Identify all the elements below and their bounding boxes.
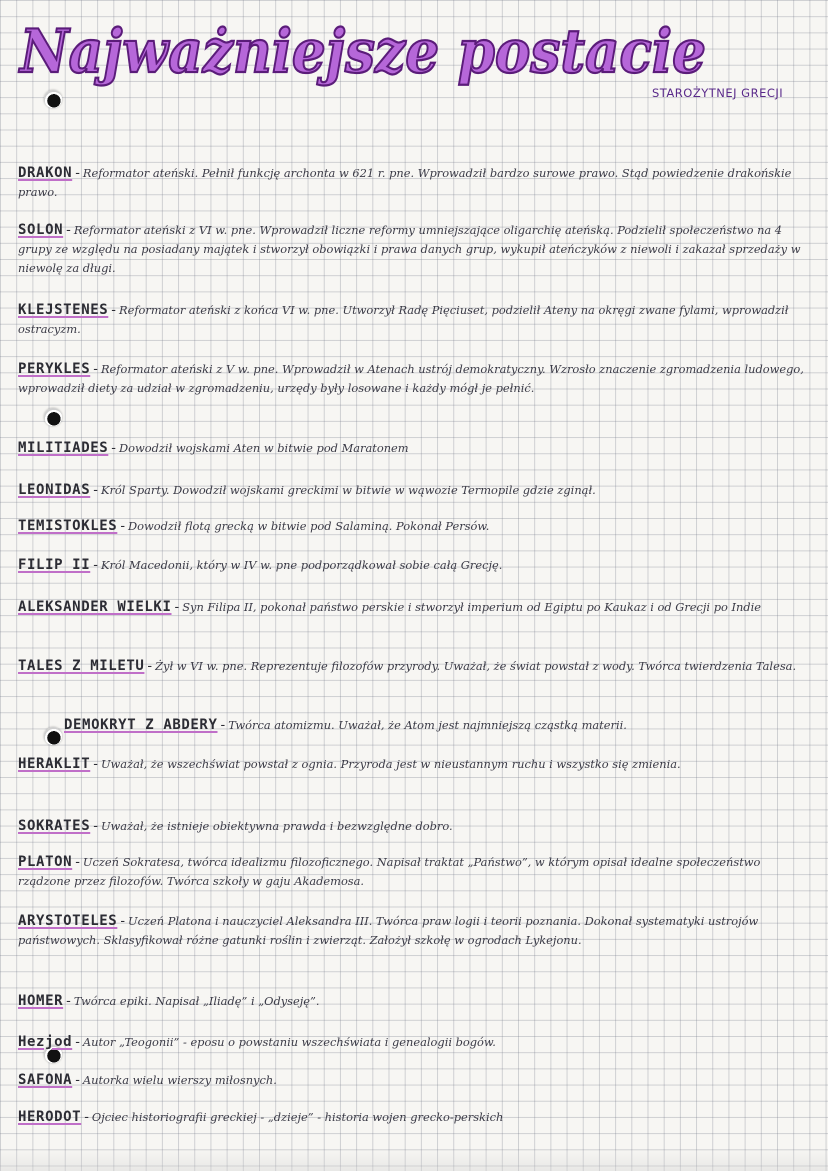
binder-hole-icon <box>44 90 62 108</box>
entry-text: Uczeń Platona i nauczyciel Aleksandra III. Twórca praw logii i teorii poznania. Dokonał systematyki ustrojów państwowych. Sklasyfikował różne gatunki roślin i zwierząt. Założył szkołę w ogrodach Lykejonu. <box>18 914 759 948</box>
entry-safona: SAFONA - Autorka wielu wierszy miłosnych. <box>18 1072 277 1088</box>
entry-name: TEMISTOKLES <box>18 518 118 534</box>
entry-name: PLATON <box>18 854 73 870</box>
entry-heraklit: HERAKLIT - Uważał, że wszechświat powstał z ognia. Przyroda jest w nieustannym ruchu i wszystko się zmienia. <box>18 756 681 772</box>
entry-name: ARYSTOTELES <box>18 913 118 929</box>
entry-tales: TALES Z MILETU - Żył w VI w. pne. Reprezentuje filozofów przyrody. Uważał, że świat powstał z wody. Twórca twierdzenia Talesa. <box>18 658 797 674</box>
entry-name: MILITIADES <box>18 440 109 456</box>
entry-text: Uważał, że wszechświat powstał z ognia. Przyroda jest w nieustannym ruchu i wszystko się zmienia. <box>100 757 681 771</box>
entry-name: Hezjod <box>18 1034 73 1050</box>
entry-text: Reformator ateński z V w. pne. Wprowadził w Atenach ustrój demokratyczny. Wzrosło znaczenie zgromadzenia ludowego, wprowadził diety za udział w zgromadzeniu, urzędy były losowane i każdy mógł je pełnić. <box>18 362 804 396</box>
entry-text: Dowodził flotą grecką w bitwie pod Salaminą. Pokonał Persów. <box>128 519 490 533</box>
entry-drakon: DRAKON - Reformator ateński. Pełnił funkcję archonta w 621 r. pne. Wprowadził bardzo surowe prawo. Stąd powiedzenie drakońskie prawo. <box>18 165 792 200</box>
entry-text: Żył w VI w. pne. Reprezentuje filozofów przyrody. Uważał, że świat powstał z wody. Twórca twierdzenia Talesa. <box>155 659 797 673</box>
entry-text: Król Sparty. Dowodził wojskami greckimi w bitwie w wąwozie Termopile gdzie zginął. <box>100 483 596 497</box>
entry-text: Ojciec historiografii greckiej - „dzieje” - historia wojen grecko-perskich <box>91 1110 504 1124</box>
entry-text: Reformator ateński z końca VI w. pne. Utworzył Radę Pięciuset, podzielił Ateny na okręgi zwane fylami, wprowadził ostracyzm. <box>18 303 789 337</box>
entry-aleksander: ALEKSANDER WIELKI - Syn Filipa II, pokonał państwo perskie i stworzył imperium od Egiptu po Kaukaz i od Grecji po Indie <box>18 599 761 615</box>
entry-name: ALEKSANDER WIELKI <box>18 599 172 615</box>
entry-name: PERYKLES <box>18 361 91 377</box>
entry-solon: SOLON - Reformator ateński z VI w. pne. Wprowadził liczne reformy umniejszające oligarchię ateńską. Podzielił społeczeństwo na 4 grupy ze względu na posiadany majątek i stworzył obowiązki i prawa danych grup, wykupił ateńczyków z niewoli i zakazał sprzedaży w niewolę za długi. <box>18 222 801 276</box>
entry-hezjod: Hezjod - Autor „Teogonii” - eposu o powstaniu wszechświata i genealogii bogów. <box>18 1034 496 1050</box>
entry-leonidas: LEONIDAS - Król Sparty. Dowodził wojskami greckimi w bitwie w wąwozie Termopile gdzie zginął. <box>18 482 596 498</box>
entry-text: Uważał, że istnieje obiektywna prawda i bezwzględne dobro. <box>100 819 453 833</box>
entry-name: KLEJSTENES <box>18 302 109 318</box>
entry-name: DEMOKRYT Z ABDERY <box>64 717 218 733</box>
entry-name: HERODOT <box>18 1109 82 1125</box>
entry-name: HOMER <box>18 993 64 1009</box>
entry-demokryt: DEMOKRYT Z ABDERY - Twórca atomizmu. Uważał, że Atom jest najmniejszą cząstką materii. <box>64 717 627 733</box>
entry-text: Uczeń Sokratesa, twórca idealizmu filozoficznego. Napisał traktat „Państwo”, w którym opisał idealne społeczeństwo rządzone przez filozofów. Twórca szkoły w gaju Akademosa. <box>18 855 761 889</box>
entry-text: Twórca epiki. Napisał „Iliadę” i „Odyseję”. <box>73 994 320 1008</box>
entry-herodot: HERODOT - Ojciec historiografii greckiej - „dzieje” - historia wojen grecko-perskich <box>18 1109 504 1125</box>
entry-homer: HOMER - Twórca epiki. Napisał „Iliadę” i „Odyseję”. <box>18 993 320 1009</box>
entry-name: FILIP II <box>18 557 91 573</box>
page-title <box>14 8 714 100</box>
entry-name: SOLON <box>18 222 64 238</box>
entry-filip: FILIP II - Król Macedonii, który w IV w. pne podporządkował sobie całą Grecję. <box>18 557 503 573</box>
entry-platon: PLATON - Uczeń Sokratesa, twórca idealizmu filozoficznego. Napisał traktat „Państwo”, w którym opisał idealne społeczeństwo rządzone przez filozofów. Twórca szkoły w gaju Akademosa. <box>18 854 761 889</box>
entry-text: Król Macedonii, który w IV w. pne podporządkował sobie całą Grecję. <box>100 558 503 572</box>
entry-temistokles: TEMISTOKLES - Dowodził flotą grecką w bitwie pod Salaminą. Pokonał Persów. <box>18 518 490 534</box>
entry-klejstenes: KLEJSTENES - Reformator ateński z końca VI w. pne. Utworzył Radę Pięciuset, podzielił Ateny na okręgi zwane fylami, wprowadził ostracyzm. <box>18 302 789 337</box>
entry-name: SOKRATES <box>18 818 91 834</box>
page-subtitle: STAROŻYTNEJ GRECJI <box>652 86 784 100</box>
entry-text: Reformator ateński. Pełnił funkcję archonta w 621 r. pne. Wprowadził bardzo surowe prawo. Stąd powiedzenie drakońskie prawo. <box>18 166 792 200</box>
page-edge-shadow <box>0 1149 828 1171</box>
entry-name: SAFONA <box>18 1072 73 1088</box>
entry-text: Syn Filipa II, pokonał państwo perskie i stworzył imperium od Egiptu po Kaukaz i od Grecji po Indie <box>182 600 761 614</box>
entry-name: DRAKON <box>18 165 73 181</box>
entry-text: Reformator ateński z VI w. pne. Wprowadził liczne reformy umniejszające oligarchię ateńską. Podzielił społeczeństwo na 4 grupy ze względu na posiadany majątek i stworzył obowiązki i prawa danych grup, wykupił ateńczyków z niewoli i zakazał sprzedaży w niewolę za długi. <box>18 223 801 276</box>
entry-text: Dowodził wojskami Aten w bitwie pod Maratonem <box>119 441 409 455</box>
entry-text: Twórca atomizmu. Uważał, że Atom jest najmniejszą cząstką materii. <box>228 718 627 732</box>
entry-perykles: PERYKLES - Reformator ateński z V w. pne. Wprowadził w Atenach ustrój demokratyczny. Wzrosło znaczenie zgromadzenia ludowego, wprowadził diety za udział w zgromadzeniu, urzędy były losowane i każdy mógł je pełnić. <box>18 361 804 396</box>
entry-name: TALES Z MILETU <box>18 658 145 674</box>
entry-arystoteles: ARYSTOTELES - Uczeń Platona i nauczyciel Aleksandra III. Twórca praw logii i teorii poznania. Dokonał systematyki ustrojów państwowych. Sklasyfikował różne gatunki roślin i zwierząt. Założył szkołę w ogrodach Lykejonu. <box>18 913 759 948</box>
entry-name: HERAKLIT <box>18 756 91 772</box>
entry-name: LEONIDAS <box>18 482 91 498</box>
entry-text: Autorka wielu wierszy miłosnych. <box>82 1073 277 1087</box>
entry-sokrates: SOKRATES - Uważał, że istnieje obiektywna prawda i bezwzględne dobro. <box>18 818 453 834</box>
entry-militiades: MILITIADES - Dowodził wojskami Aten w bitwie pod Maratonem <box>18 440 409 456</box>
entry-text: Autor „Teogonii” - eposu o powstaniu wszechświata i genealogii bogów. <box>82 1035 496 1049</box>
binder-hole-icon <box>44 408 62 426</box>
binder-hole-icon <box>44 727 62 745</box>
page-title-text: Najważniejsze postacie <box>18 17 706 87</box>
